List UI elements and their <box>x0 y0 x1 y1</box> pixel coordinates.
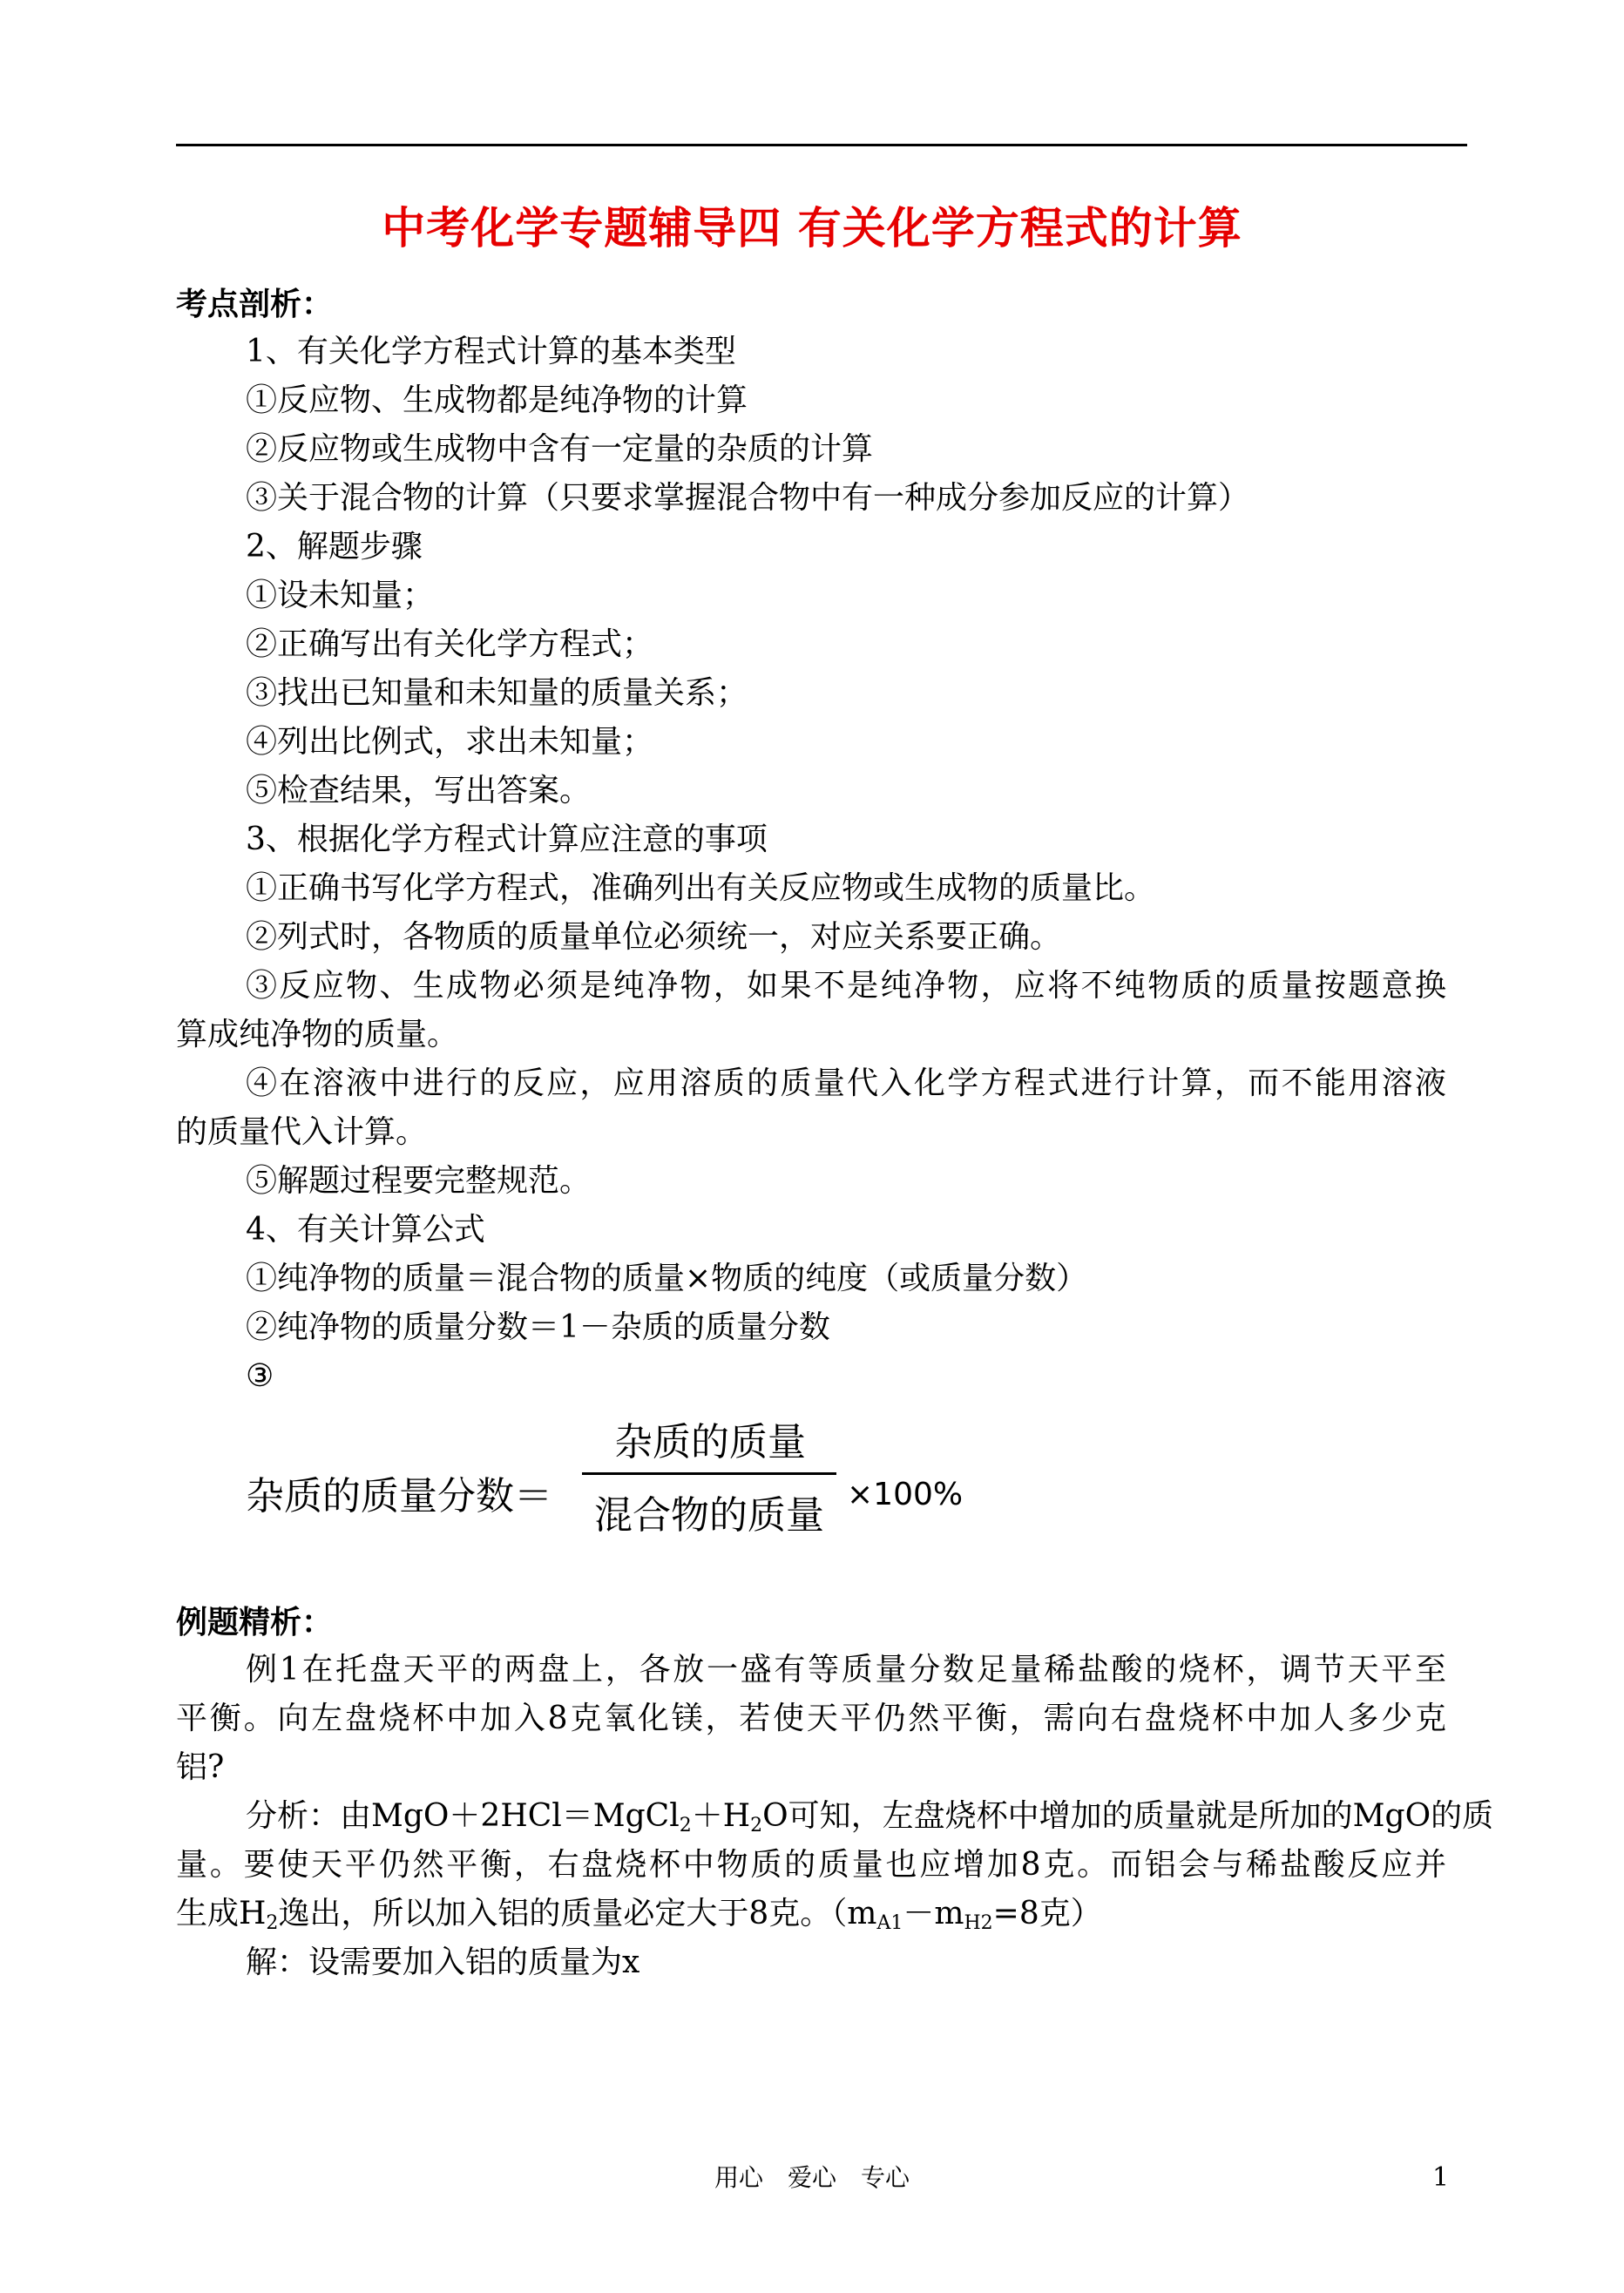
subscript: 2 <box>750 1815 763 1836</box>
analysis-line <box>176 1893 1102 1935</box>
text-line: 铝? <box>176 1749 225 1785</box>
page-number: 1 <box>1432 2162 1450 2193</box>
text-line: 1、有关化学方程式计算的基本类型 <box>246 334 736 369</box>
text-line: ④列出比例式，求出未知量； <box>246 724 654 760</box>
formula-numerator: 杂质的质量 <box>614 1420 806 1464</box>
header-rule <box>176 144 1467 146</box>
section-heading-analysis: 考点剖析： <box>176 286 334 322</box>
text-line: 的质量代入计算。 <box>176 1114 428 1150</box>
subscript: 2 <box>266 1912 279 1934</box>
text-line: ②纯净物的质量分数＝1－杂质的质量分数 <box>246 1309 830 1345</box>
analysis-text: O可知，左盘烧杯中增加的质量就是所加的MgO的质 <box>762 1798 1494 1834</box>
analysis-text: =8克） <box>992 1896 1102 1931</box>
formula-tail: ×100% <box>847 1477 964 1512</box>
analysis-line <box>246 1796 1493 1837</box>
impurity-fraction-formula <box>246 1418 978 1558</box>
text-line: 量。要使天平仍然平衡，右盘烧杯中物质的质量也应增加8克。而铝会与稀盐酸反应并 <box>176 1847 1446 1883</box>
subscript: H2 <box>964 1912 993 1934</box>
text-line: ④在溶液中进行的反应，应用溶质的质量代入化学方程式进行计算，而不能用溶液 <box>246 1065 1446 1101</box>
analysis-text: ＋H <box>691 1798 751 1834</box>
text-line: ②列式时，各物质的质量单位必须统一，对应关系要正确。 <box>246 919 1062 955</box>
section-heading-examples: 例题精析： <box>176 1604 334 1640</box>
text-line: ③ <box>246 1358 274 1394</box>
solution-line: 解：设需要加入铝的质量为x <box>246 1945 640 1980</box>
text-line: 2、解题步骤 <box>246 529 423 565</box>
document-title: 中考化学专题辅导四 有关化学方程式的计算 <box>382 202 1242 254</box>
analysis-text: 生成H <box>176 1896 267 1931</box>
text-line: ③关于混合物的计算（只要求掌握混合物中有一种成分参加反应的计算） <box>246 480 1250 516</box>
text-line: ③找出已知量和未知量的质量关系； <box>246 675 748 711</box>
analysis-text: 逸出，所以加入铝的质量必定大于8克。（m <box>278 1896 877 1931</box>
analysis-text: －m <box>903 1896 964 1931</box>
text-line: ①设未知量； <box>246 578 435 613</box>
text-line: ②正确写出有关化学方程式； <box>246 626 654 662</box>
text-line: ③反应物、生成物必须是纯净物，如果不是纯净物，应将不纯物质的质量按题意换 <box>246 968 1446 1004</box>
text-line: 3、根据化学方程式计算应注意的事项 <box>246 822 768 857</box>
text-line: ②反应物或生成物中含有一定量的杂质的计算 <box>246 431 874 467</box>
text-line: ①反应物、生成物都是纯净物的计算 <box>246 382 748 418</box>
text-line: ⑤解题过程要完整规范。 <box>246 1163 592 1199</box>
subscript: A1 <box>876 1912 903 1934</box>
text-line: 例1在托盘天平的两盘上，各放一盛有等质量分数足量稀盐酸的烧杯，调节天平至 <box>246 1652 1446 1688</box>
formula-denominator: 混合物的质量 <box>594 1493 824 1538</box>
text-line: ①正确书写化学方程式，准确列出有关反应物或生成物的质量比。 <box>246 870 1156 906</box>
formula-lhs: 杂质的质量分数＝ <box>246 1474 552 1519</box>
subscript: 2 <box>679 1815 692 1836</box>
analysis-text: 分析：由MgO＋2HCl＝MgCl <box>246 1798 680 1834</box>
text-line: 平衡。向左盘烧杯中加入8克氧化镁，若使天平仍然平衡，需向右盘烧杯中加人多少克 <box>176 1701 1446 1736</box>
text-line: ⑤检查结果，写出答案。 <box>246 773 592 808</box>
fraction-bar <box>582 1472 836 1475</box>
text-line: 算成纯净物的质量。 <box>176 1017 459 1052</box>
footer-text: 用心 爱心 专心 <box>714 2163 910 2192</box>
text-line: ①纯净物的质量＝混合物的质量×物质的纯度（或质量分数） <box>246 1261 1088 1296</box>
text-line: 4、有关计算公式 <box>246 1212 485 1248</box>
